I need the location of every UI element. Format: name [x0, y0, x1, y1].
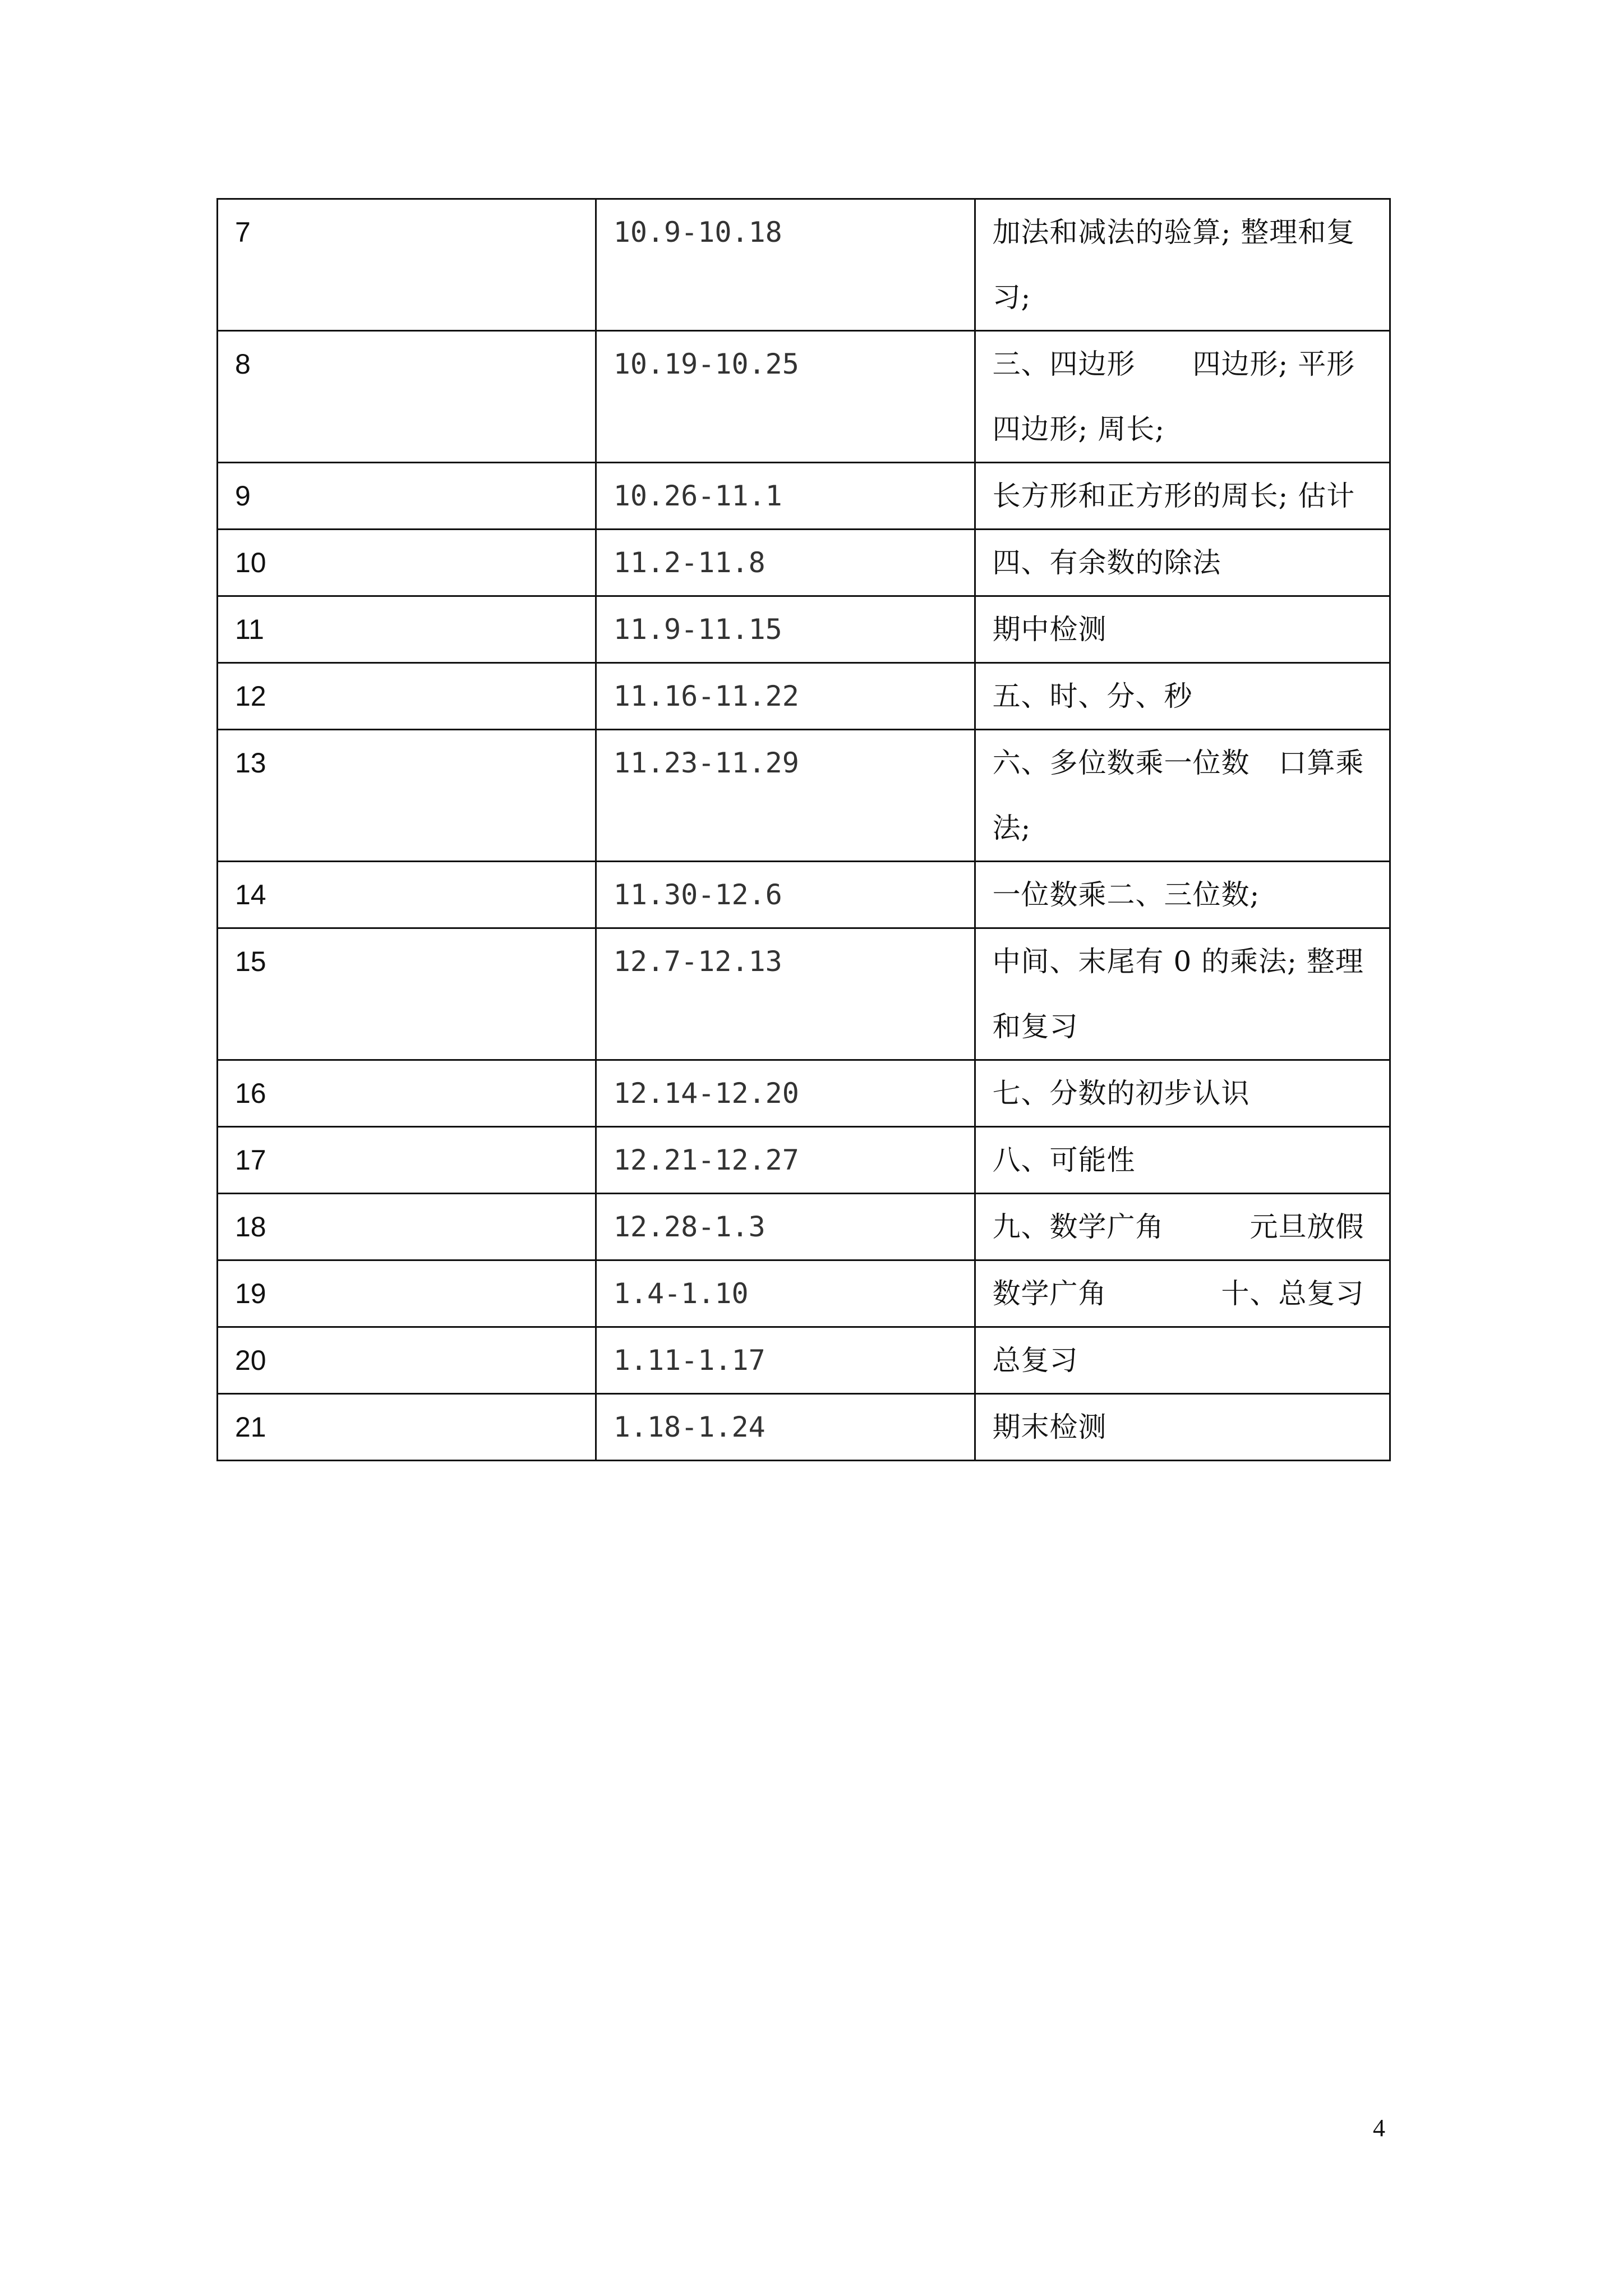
date-range: 10.19-10.25 — [596, 331, 975, 463]
lesson-content: 期中检测 — [975, 596, 1390, 663]
table-row — [218, 1060, 1390, 1127]
week-number: 15 — [218, 928, 596, 1060]
table-row — [218, 928, 1390, 1060]
table-row — [218, 331, 1390, 463]
lesson-content: 长方形和正方形的周长; 估计 — [975, 463, 1390, 530]
week-number: 17 — [218, 1127, 596, 1194]
table-row — [218, 730, 1390, 862]
date-range: 11.23-11.29 — [596, 730, 975, 862]
lesson-content: 八、可能性 — [975, 1127, 1390, 1194]
date-range: 10.26-11.1 — [596, 463, 975, 530]
lesson-content: 三、四边形 四边形; 平形四边形; 周长; — [975, 331, 1390, 463]
week-number: 9 — [218, 463, 596, 530]
table-row — [218, 199, 1390, 331]
teaching-schedule-table — [216, 198, 1391, 1461]
week-number: 8 — [218, 331, 596, 463]
week-number: 11 — [218, 596, 596, 663]
table-row — [218, 1327, 1390, 1394]
table-row — [218, 596, 1390, 663]
table-row — [218, 1127, 1390, 1194]
week-number: 10 — [218, 530, 596, 596]
lesson-content: 六、多位数乘一位数 口算乘法; — [975, 730, 1390, 862]
date-range: 12.7-12.13 — [596, 928, 975, 1060]
week-number: 19 — [218, 1260, 596, 1327]
table-row — [218, 1394, 1390, 1461]
lesson-content: 期末检测 — [975, 1394, 1390, 1461]
week-number: 13 — [218, 730, 596, 862]
date-range: 12.14-12.20 — [596, 1060, 975, 1127]
week-number: 14 — [218, 862, 596, 928]
lesson-content: 四、有余数的除法 — [975, 530, 1390, 596]
table-row — [218, 530, 1390, 596]
date-range: 12.21-12.27 — [596, 1127, 975, 1194]
date-range: 1.18-1.24 — [596, 1394, 975, 1461]
lesson-content: 一位数乘二、三位数; — [975, 862, 1390, 928]
week-number: 12 — [218, 663, 596, 730]
date-range: 1.11-1.17 — [596, 1327, 975, 1394]
week-number: 7 — [218, 199, 596, 331]
page-number: 4 — [1373, 2114, 1385, 2142]
table-row — [218, 663, 1390, 730]
table-row — [218, 1260, 1390, 1327]
lesson-content: 数学广角 十、总复习 — [975, 1260, 1390, 1327]
date-range: 10.9-10.18 — [596, 199, 975, 331]
lesson-content: 七、分数的初步认识 — [975, 1060, 1390, 1127]
table-row — [218, 463, 1390, 530]
lesson-content: 加法和减法的验算; 整理和复习; — [975, 199, 1390, 331]
date-range: 1.4-1.10 — [596, 1260, 975, 1327]
week-number: 21 — [218, 1394, 596, 1461]
date-range: 11.2-11.8 — [596, 530, 975, 596]
date-range: 12.28-1.3 — [596, 1194, 975, 1260]
table-row — [218, 1194, 1390, 1260]
date-range: 11.30-12.6 — [596, 862, 975, 928]
lesson-content: 九、数学广角 元旦放假 — [975, 1194, 1390, 1260]
lesson-content: 五、时、分、秒 — [975, 663, 1390, 730]
week-number: 18 — [218, 1194, 596, 1260]
week-number: 16 — [218, 1060, 596, 1127]
week-number: 20 — [218, 1327, 596, 1394]
lesson-content: 总复习 — [975, 1327, 1390, 1394]
date-range: 11.16-11.22 — [596, 663, 975, 730]
table-row — [218, 862, 1390, 928]
lesson-content: 中间、末尾有 0 的乘法; 整理和复习 — [975, 928, 1390, 1060]
date-range: 11.9-11.15 — [596, 596, 975, 663]
